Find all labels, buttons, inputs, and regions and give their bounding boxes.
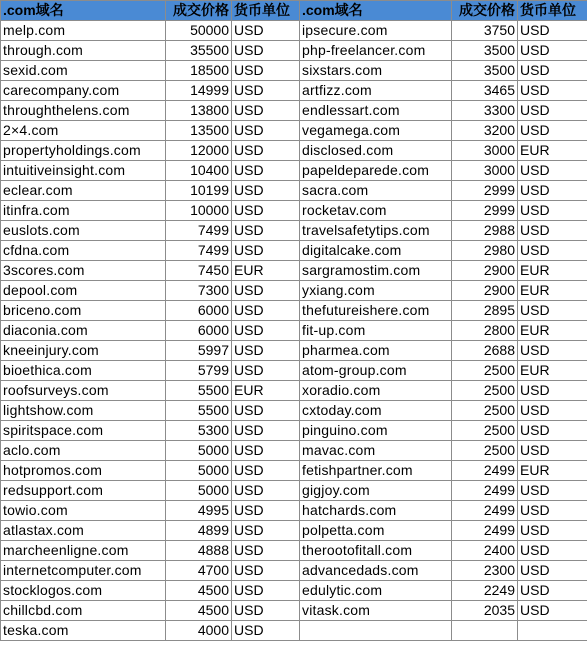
right-domain-cell: artfizz.com bbox=[300, 81, 452, 101]
right-domain-cell: endlessart.com bbox=[300, 101, 452, 121]
table-row bbox=[1, 561, 587, 581]
right-domain-cell: fetishpartner.com bbox=[300, 461, 452, 481]
left-domain-cell: through.com bbox=[1, 41, 166, 61]
left-domain-cell: roofsurveys.com bbox=[1, 381, 166, 401]
right-price-cell: 2499 bbox=[452, 501, 518, 521]
left-domain-cell: teska.com bbox=[1, 621, 166, 641]
table-row bbox=[1, 321, 587, 341]
left-price-cell: 4500 bbox=[166, 601, 232, 621]
right-domain-cell: sacra.com bbox=[300, 181, 452, 201]
right-currency-cell: USD bbox=[518, 101, 587, 121]
right-currency-cell: USD bbox=[518, 481, 587, 501]
right-price-cell: 3000 bbox=[452, 161, 518, 181]
table-row bbox=[1, 441, 587, 461]
left-price-cell: 4700 bbox=[166, 561, 232, 581]
left-currency-cell: USD bbox=[232, 541, 300, 561]
table-row bbox=[1, 301, 587, 321]
left-price-cell: 13500 bbox=[166, 121, 232, 141]
left-domain-cell: euslots.com bbox=[1, 221, 166, 241]
right-price-cell: 2035 bbox=[452, 601, 518, 621]
right-price-cell: 2900 bbox=[452, 281, 518, 301]
left-price-cell: 7499 bbox=[166, 241, 232, 261]
left-currency-cell: USD bbox=[232, 281, 300, 301]
left-domain-cell: cfdna.com bbox=[1, 241, 166, 261]
header-row bbox=[1, 1, 587, 21]
left-domain-cell: hotpromos.com bbox=[1, 461, 166, 481]
left-price-cell: 10000 bbox=[166, 201, 232, 221]
left-price-cell: 5500 bbox=[166, 381, 232, 401]
right-price-cell: 3300 bbox=[452, 101, 518, 121]
table-row bbox=[1, 61, 587, 81]
right-domain-cell bbox=[300, 621, 452, 641]
left-price-cell: 5000 bbox=[166, 481, 232, 501]
left-currency-cell: EUR bbox=[232, 381, 300, 401]
left-price-cell: 5500 bbox=[166, 401, 232, 421]
left-price-cell: 4995 bbox=[166, 501, 232, 521]
left-price-cell: 10199 bbox=[166, 181, 232, 201]
left-currency-cell: USD bbox=[232, 241, 300, 261]
right-domain-cell: ipsecure.com bbox=[300, 21, 452, 41]
right-currency-cell: USD bbox=[518, 41, 587, 61]
table-row bbox=[1, 21, 587, 41]
left-domain-cell: throughthelens.com bbox=[1, 101, 166, 121]
left-domain-cell: carecompany.com bbox=[1, 81, 166, 101]
left-currency-cell: USD bbox=[232, 321, 300, 341]
table-row bbox=[1, 521, 587, 541]
table-row bbox=[1, 261, 587, 281]
right-currency-cell: EUR bbox=[518, 461, 587, 481]
right-currency-cell: USD bbox=[518, 401, 587, 421]
left-currency-cell: USD bbox=[232, 521, 300, 541]
right-price-cell: 3750 bbox=[452, 21, 518, 41]
table-row bbox=[1, 361, 587, 381]
left-price-cell: 10400 bbox=[166, 161, 232, 181]
right-currency-cell: USD bbox=[518, 81, 587, 101]
header-price-left: 成交价格 bbox=[166, 1, 232, 21]
table-row bbox=[1, 581, 587, 601]
right-price-cell: 2499 bbox=[452, 461, 518, 481]
right-price-cell: 3200 bbox=[452, 121, 518, 141]
left-domain-cell: stocklogos.com bbox=[1, 581, 166, 601]
table-header bbox=[1, 1, 587, 21]
left-domain-cell: melp.com bbox=[1, 21, 166, 41]
right-domain-cell: advancedads.com bbox=[300, 561, 452, 581]
right-domain-cell: digitalcake.com bbox=[300, 241, 452, 261]
right-domain-cell: php-freelancer.com bbox=[300, 41, 452, 61]
left-price-cell: 5799 bbox=[166, 361, 232, 381]
right-domain-cell: vegamega.com bbox=[300, 121, 452, 141]
right-currency-cell: USD bbox=[518, 181, 587, 201]
table-row bbox=[1, 481, 587, 501]
right-currency-cell: USD bbox=[518, 521, 587, 541]
right-currency-cell: USD bbox=[518, 561, 587, 581]
left-currency-cell: USD bbox=[232, 41, 300, 61]
right-domain-cell: pinguino.com bbox=[300, 421, 452, 441]
table-row bbox=[1, 541, 587, 561]
right-domain-cell: xoradio.com bbox=[300, 381, 452, 401]
left-price-cell: 4500 bbox=[166, 581, 232, 601]
left-price-cell: 6000 bbox=[166, 321, 232, 341]
left-currency-cell: USD bbox=[232, 481, 300, 501]
table-row bbox=[1, 121, 587, 141]
right-currency-cell: EUR bbox=[518, 281, 587, 301]
left-domain-cell: lightshow.com bbox=[1, 401, 166, 421]
left-price-cell: 7300 bbox=[166, 281, 232, 301]
table-row bbox=[1, 141, 587, 161]
left-price-cell: 7450 bbox=[166, 261, 232, 281]
right-price-cell: 3465 bbox=[452, 81, 518, 101]
right-currency-cell: USD bbox=[518, 301, 587, 321]
left-currency-cell: USD bbox=[232, 21, 300, 41]
right-price-cell: 3500 bbox=[452, 61, 518, 81]
right-domain-cell: papeldeparede.com bbox=[300, 161, 452, 181]
right-currency-cell: USD bbox=[518, 541, 587, 561]
left-domain-cell: propertyholdings.com bbox=[1, 141, 166, 161]
right-currency-cell: USD bbox=[518, 441, 587, 461]
right-currency-cell: USD bbox=[518, 161, 587, 181]
right-domain-cell: vitask.com bbox=[300, 601, 452, 621]
table-row bbox=[1, 501, 587, 521]
table-row bbox=[1, 41, 587, 61]
right-currency-cell: USD bbox=[518, 421, 587, 441]
right-currency-cell: USD bbox=[518, 501, 587, 521]
right-currency-cell: USD bbox=[518, 601, 587, 621]
left-domain-cell: briceno.com bbox=[1, 301, 166, 321]
left-currency-cell: USD bbox=[232, 461, 300, 481]
right-price-cell: 2500 bbox=[452, 421, 518, 441]
table-row bbox=[1, 341, 587, 361]
table-row bbox=[1, 421, 587, 441]
left-currency-cell: USD bbox=[232, 621, 300, 641]
left-domain-cell: bioethica.com bbox=[1, 361, 166, 381]
table-row bbox=[1, 221, 587, 241]
left-currency-cell: USD bbox=[232, 201, 300, 221]
left-currency-cell: USD bbox=[232, 361, 300, 381]
right-price-cell: 3500 bbox=[452, 41, 518, 61]
left-domain-cell: depool.com bbox=[1, 281, 166, 301]
right-currency-cell: EUR bbox=[518, 141, 587, 161]
left-price-cell: 14999 bbox=[166, 81, 232, 101]
left-domain-cell: eclear.com bbox=[1, 181, 166, 201]
right-price-cell: 2500 bbox=[452, 401, 518, 421]
right-price-cell: 2999 bbox=[452, 181, 518, 201]
left-domain-cell: chillcbd.com bbox=[1, 601, 166, 621]
left-domain-cell: 2×4.com bbox=[1, 121, 166, 141]
left-domain-cell: marcheenligne.com bbox=[1, 541, 166, 561]
right-domain-cell: pharmea.com bbox=[300, 341, 452, 361]
left-domain-cell: internetcomputer.com bbox=[1, 561, 166, 581]
header-price-right: 成交价格 bbox=[452, 1, 518, 21]
right-domain-cell: polpetta.com bbox=[300, 521, 452, 541]
right-currency-cell: USD bbox=[518, 241, 587, 261]
right-price-cell: 2500 bbox=[452, 361, 518, 381]
right-domain-cell: disclosed.com bbox=[300, 141, 452, 161]
left-domain-cell: towio.com bbox=[1, 501, 166, 521]
right-price-cell: 2988 bbox=[452, 221, 518, 241]
right-domain-cell: hatchards.com bbox=[300, 501, 452, 521]
left-domain-cell: itinfra.com bbox=[1, 201, 166, 221]
left-currency-cell: USD bbox=[232, 181, 300, 201]
header-domain-right: .com域名 bbox=[300, 1, 452, 21]
table-row bbox=[1, 601, 587, 621]
right-domain-cell: therootofitall.com bbox=[300, 541, 452, 561]
table-row bbox=[1, 181, 587, 201]
right-domain-cell: atom-group.com bbox=[300, 361, 452, 381]
left-domain-cell: spiritspace.com bbox=[1, 421, 166, 441]
right-price-cell: 2895 bbox=[452, 301, 518, 321]
table-row bbox=[1, 241, 587, 261]
table-row bbox=[1, 201, 587, 221]
left-price-cell: 4888 bbox=[166, 541, 232, 561]
right-currency-cell: EUR bbox=[518, 361, 587, 381]
right-domain-cell: yxiang.com bbox=[300, 281, 452, 301]
right-currency-cell: USD bbox=[518, 21, 587, 41]
right-currency-cell bbox=[518, 621, 587, 641]
left-currency-cell: EUR bbox=[232, 261, 300, 281]
right-price-cell: 2900 bbox=[452, 261, 518, 281]
table-row bbox=[1, 161, 587, 181]
right-price-cell: 2400 bbox=[452, 541, 518, 561]
table-row bbox=[1, 621, 587, 641]
left-domain-cell: kneeinjury.com bbox=[1, 341, 166, 361]
left-domain-cell: atlastax.com bbox=[1, 521, 166, 541]
left-price-cell: 7499 bbox=[166, 221, 232, 241]
table-row bbox=[1, 461, 587, 481]
left-currency-cell: USD bbox=[232, 501, 300, 521]
right-domain-cell: rocketav.com bbox=[300, 201, 452, 221]
right-domain-cell: mavac.com bbox=[300, 441, 452, 461]
left-price-cell: 50000 bbox=[166, 21, 232, 41]
right-domain-cell: cxtoday.com bbox=[300, 401, 452, 421]
right-currency-cell: USD bbox=[518, 121, 587, 141]
left-currency-cell: USD bbox=[232, 161, 300, 181]
left-price-cell: 13800 bbox=[166, 101, 232, 121]
right-domain-cell: thefutureishere.com bbox=[300, 301, 452, 321]
table-body bbox=[1, 21, 587, 641]
right-price-cell: 2980 bbox=[452, 241, 518, 261]
right-domain-cell: sixstars.com bbox=[300, 61, 452, 81]
table-row bbox=[1, 101, 587, 121]
right-currency-cell: USD bbox=[518, 581, 587, 601]
left-currency-cell: USD bbox=[232, 341, 300, 361]
left-currency-cell: USD bbox=[232, 581, 300, 601]
right-domain-cell: fit-up.com bbox=[300, 321, 452, 341]
right-domain-cell: gigjoy.com bbox=[300, 481, 452, 501]
right-currency-cell: EUR bbox=[518, 261, 587, 281]
right-price-cell: 2499 bbox=[452, 481, 518, 501]
header-currency-left: 货币单位 bbox=[232, 1, 300, 21]
right-domain-cell: sargramostim.com bbox=[300, 261, 452, 281]
table-row bbox=[1, 381, 587, 401]
left-domain-cell: sexid.com bbox=[1, 61, 166, 81]
left-price-cell: 5300 bbox=[166, 421, 232, 441]
left-domain-cell: 3scores.com bbox=[1, 261, 166, 281]
right-currency-cell: EUR bbox=[518, 321, 587, 341]
left-domain-cell: diaconia.com bbox=[1, 321, 166, 341]
left-currency-cell: USD bbox=[232, 101, 300, 121]
left-currency-cell: USD bbox=[232, 441, 300, 461]
right-price-cell: 3000 bbox=[452, 141, 518, 161]
left-currency-cell: USD bbox=[232, 221, 300, 241]
right-domain-cell: travelsafetytips.com bbox=[300, 221, 452, 241]
left-price-cell: 5997 bbox=[166, 341, 232, 361]
left-currency-cell: USD bbox=[232, 61, 300, 81]
left-currency-cell: USD bbox=[232, 421, 300, 441]
table-row bbox=[1, 281, 587, 301]
left-currency-cell: USD bbox=[232, 561, 300, 581]
left-currency-cell: USD bbox=[232, 141, 300, 161]
left-price-cell: 12000 bbox=[166, 141, 232, 161]
left-currency-cell: USD bbox=[232, 81, 300, 101]
left-price-cell: 35500 bbox=[166, 41, 232, 61]
right-price-cell: 2688 bbox=[452, 341, 518, 361]
left-currency-cell: USD bbox=[232, 301, 300, 321]
right-domain-cell: edulytic.com bbox=[300, 581, 452, 601]
left-currency-cell: USD bbox=[232, 601, 300, 621]
right-price-cell: 2500 bbox=[452, 441, 518, 461]
right-price-cell: 2300 bbox=[452, 561, 518, 581]
header-currency-right: 货币单位 bbox=[518, 1, 587, 21]
right-price-cell: 2249 bbox=[452, 581, 518, 601]
right-price-cell: 2800 bbox=[452, 321, 518, 341]
right-price-cell: 2500 bbox=[452, 381, 518, 401]
right-currency-cell: USD bbox=[518, 341, 587, 361]
right-currency-cell: USD bbox=[518, 221, 587, 241]
left-price-cell: 6000 bbox=[166, 301, 232, 321]
right-currency-cell: USD bbox=[518, 381, 587, 401]
table-row bbox=[1, 81, 587, 101]
right-currency-cell: USD bbox=[518, 201, 587, 221]
header-domain-left: .com域名 bbox=[1, 1, 166, 21]
left-price-cell: 5000 bbox=[166, 461, 232, 481]
right-price-cell: 2999 bbox=[452, 201, 518, 221]
left-price-cell: 4000 bbox=[166, 621, 232, 641]
left-currency-cell: USD bbox=[232, 121, 300, 141]
right-price-cell: 2499 bbox=[452, 521, 518, 541]
left-domain-cell: redsupport.com bbox=[1, 481, 166, 501]
left-price-cell: 18500 bbox=[166, 61, 232, 81]
left-price-cell: 5000 bbox=[166, 441, 232, 461]
right-currency-cell: USD bbox=[518, 61, 587, 81]
left-domain-cell: aclo.com bbox=[1, 441, 166, 461]
left-domain-cell: intuitiveinsight.com bbox=[1, 161, 166, 181]
left-currency-cell: USD bbox=[232, 401, 300, 421]
table-row bbox=[1, 401, 587, 421]
left-price-cell: 4899 bbox=[166, 521, 232, 541]
right-price-cell bbox=[452, 621, 518, 641]
